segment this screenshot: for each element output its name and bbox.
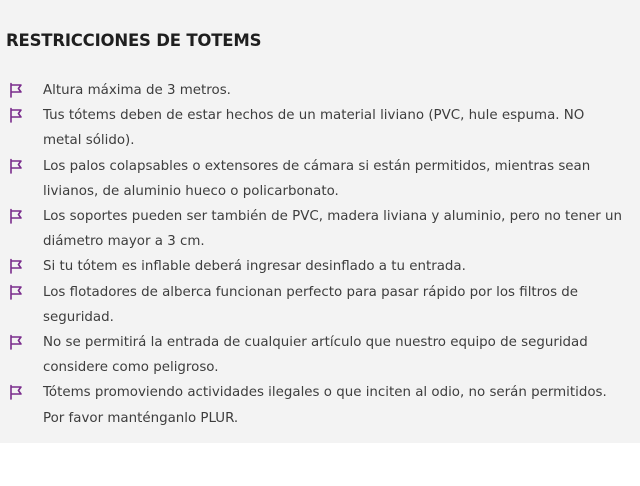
list-item bbox=[0, 78, 640, 103]
flag-icon bbox=[8, 284, 24, 300]
list-item-text: Los soportes pueden ser también de PVC, madera liviana y aluminio, pero no tener un diámetro mayor a 3 cm. bbox=[43, 209, 622, 250]
flag-icon bbox=[8, 82, 24, 98]
flag-icon bbox=[8, 384, 24, 400]
list-item-text: Tus tótems deben de estar hechos de un material liviano (PVC, hule espuma. NO metal sólido). bbox=[43, 108, 585, 149]
list-item bbox=[0, 103, 640, 153]
list-item-text: Si tu tótem es inflable deberá ingresar desinflado a tu entrada. bbox=[43, 259, 466, 275]
flag-icon bbox=[8, 208, 24, 224]
list-item-text: Los palos colapsables o extensores de cámara si están permitidos, mientras sean livianos, de aluminio hueco o policarbonato. bbox=[43, 158, 591, 199]
list-item-text: No se permitirá la entrada de cualquier artículo que nuestro equipo de seguridad considere como peligroso. bbox=[43, 335, 588, 376]
list-item bbox=[0, 254, 640, 279]
list-item bbox=[0, 204, 640, 254]
list-item bbox=[0, 280, 640, 330]
list-item bbox=[0, 330, 640, 380]
list-item-text: Los flotadores de alberca funcionan perfecto para pasar rápido por los filtros de seguridad. bbox=[43, 284, 579, 325]
flag-icon bbox=[8, 107, 24, 123]
list-item bbox=[0, 380, 640, 430]
list-item-text: Tótems promoviendo actividades ilegales o que inciten al odio, no serán permitidos. Por favor manténganlo PLUR. bbox=[43, 385, 607, 426]
list-item-text: Altura máxima de 3 metros. bbox=[43, 83, 231, 98]
section-title: RESTRICCIONES DE TOTEMS bbox=[6, 31, 262, 50]
list-item bbox=[0, 154, 640, 204]
restrictions-list bbox=[0, 78, 640, 431]
flag-icon bbox=[8, 158, 24, 174]
flag-icon bbox=[8, 258, 24, 274]
flag-icon bbox=[8, 334, 24, 350]
